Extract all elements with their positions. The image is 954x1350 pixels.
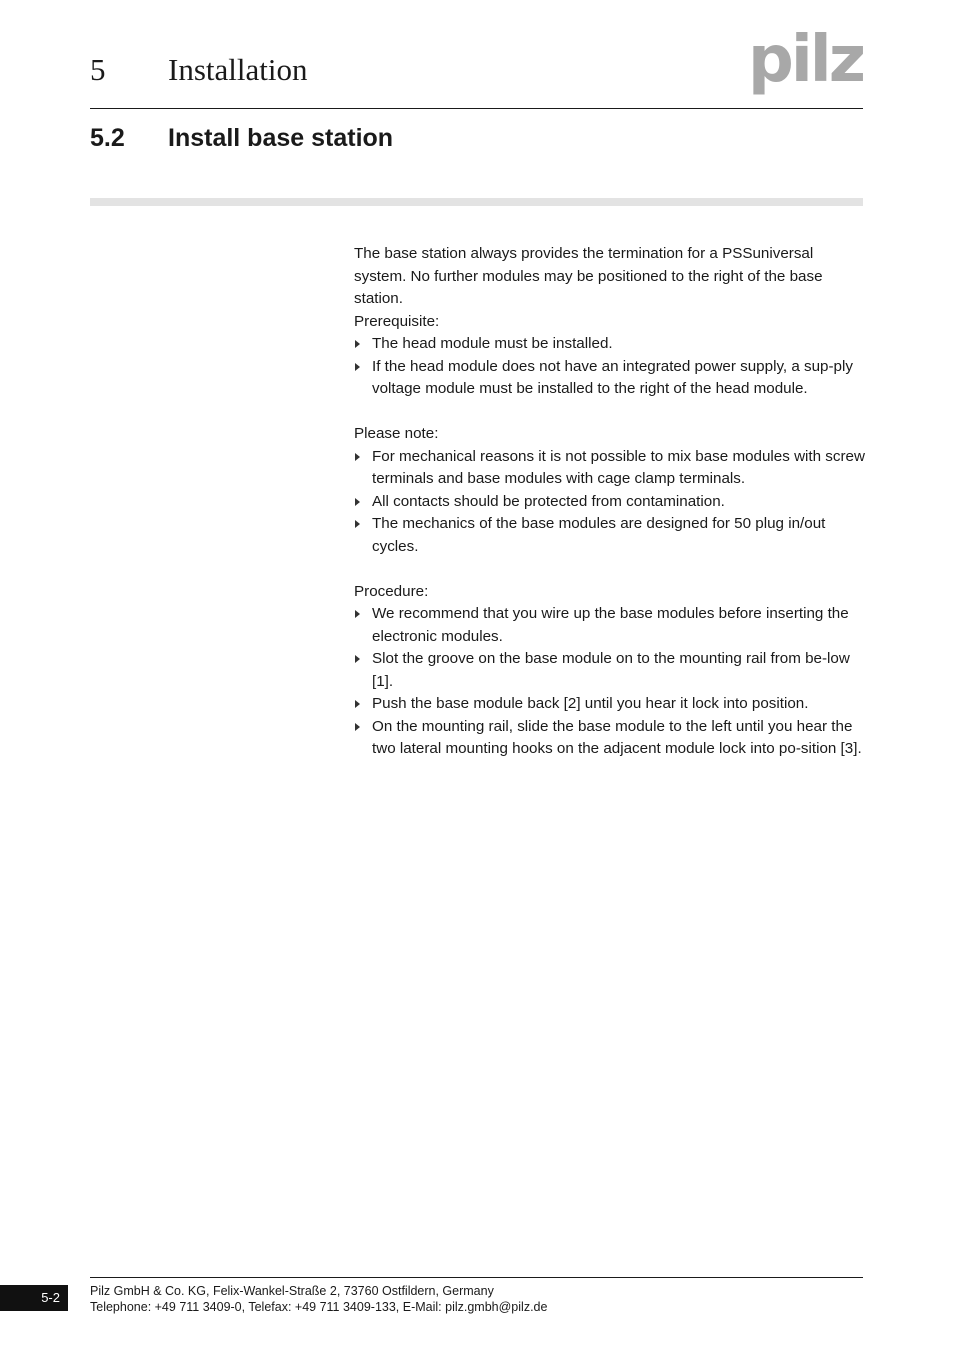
bullet-arrow-icon <box>355 723 360 731</box>
list-item-text: All contacts should be protected from contamination. <box>372 492 725 510</box>
list-item-text: We recommend that you wire up the base modules before inserting the electronic modules. <box>372 605 849 645</box>
list-item <box>354 693 866 716</box>
bullet-arrow-icon <box>355 655 360 663</box>
section-divider-bar <box>90 198 863 206</box>
list-item <box>354 333 866 356</box>
list-item <box>354 491 866 514</box>
footer-address: Pilz GmbH & Co. KG, Felix-Wankel-Straße 2, 73760 Ostfildern, Germany <box>90 1284 494 1298</box>
bullet-arrow-icon <box>355 498 360 506</box>
bullet-arrow-icon <box>355 363 360 371</box>
list-item <box>354 513 866 558</box>
footer-text <box>90 1283 547 1315</box>
procedure-heading: Procedure: <box>354 582 429 600</box>
footer-contact: Telephone: +49 711 3409-0, Telefax: +49 711 3409-133, E-Mail: pilz.gmbh@pilz.de <box>90 1300 548 1314</box>
list-item-text: If the head module does not have an integrated power supply, a sup-ply voltage module must be installed to the right of the head module. <box>372 357 853 397</box>
bullet-arrow-icon <box>355 453 360 461</box>
bullet-arrow-icon <box>355 700 360 708</box>
chapter-number: 5 <box>90 52 106 87</box>
footer-rule <box>90 1277 863 1278</box>
list-item-text: Push the base module back [2] until you hear it lock into position. <box>372 695 809 712</box>
procedure-block <box>354 581 866 761</box>
list-item-text: The head module must be installed. <box>372 335 613 352</box>
bullet-arrow-icon <box>355 520 360 528</box>
note-block <box>354 423 866 558</box>
content-column <box>354 243 866 783</box>
list-item <box>354 446 866 491</box>
section-title: Install base station <box>168 124 394 152</box>
list-item <box>354 603 866 648</box>
list-item-text: The mechanics of the base modules are designed for 50 plug in/out cycles. <box>372 515 826 555</box>
list-item-text: Slot the groove on the base module on to the mounting rail from be-low [1]. <box>372 650 850 690</box>
prerequisite-block <box>354 311 866 401</box>
pilz-logo: pilz <box>748 23 863 97</box>
prerequisite-list <box>354 333 866 401</box>
list-item <box>354 716 866 761</box>
note-list <box>354 446 866 559</box>
list-item-text: On the mounting rail, slide the base module to the left until you hear the two lateral mounting hooks on the adjacent module lock into po-sition [3]. <box>372 717 862 757</box>
bullet-arrow-icon <box>355 340 360 348</box>
list-item-text: For mechanical reasons it is not possible to mix base modules with screw terminals and base modules with cage clamp terminals. <box>372 447 865 487</box>
page-number-tab: 5-2 <box>0 1285 68 1311</box>
chapter-title: Installation <box>168 52 308 87</box>
intro-paragraph: The base station always provides the termination for a PSSuniversal system. No further modules may be positioned to the right of the base station. <box>354 245 823 307</box>
list-item <box>354 648 866 693</box>
procedure-list <box>354 603 866 761</box>
note-heading: Please note: <box>354 425 439 442</box>
prerequisite-heading: Prerequisite: <box>354 312 440 330</box>
header-rule <box>90 108 863 109</box>
bullet-arrow-icon <box>355 610 360 618</box>
list-item <box>354 356 866 401</box>
section-number: 5.2 <box>90 124 125 152</box>
